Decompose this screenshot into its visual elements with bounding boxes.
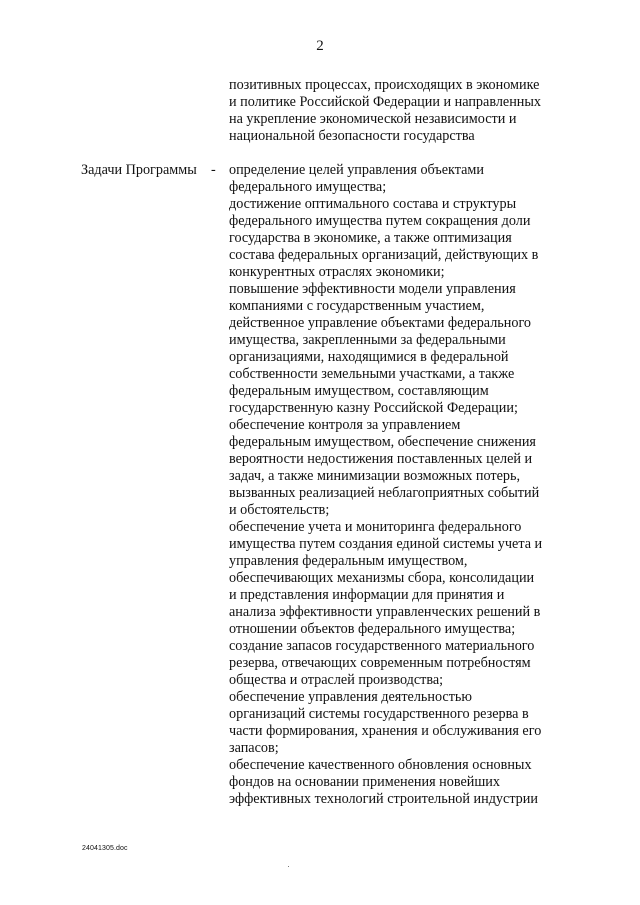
task-line: и обстоятельств; — [229, 502, 330, 518]
task-line: федеральным имуществом, обеспечение снижения — [229, 434, 536, 450]
task-line: обеспечение управления деятельностью — [229, 689, 472, 705]
task-line: государственную казну Российской Федерации; — [229, 400, 518, 416]
task-line: федеральным имуществом, составляющим — [229, 383, 489, 399]
task-line: вероятности недостижения поставленных целей и — [229, 451, 533, 467]
task-line: имущества путем создания единой системы учета и — [229, 536, 543, 552]
task-line: задач, а также минимизации возможных потерь, — [229, 468, 520, 484]
task-line: создание запасов государственного материального — [229, 638, 535, 654]
tasks-paragraph — [229, 162, 559, 808]
task-line: действенное управление объектами федерального — [229, 315, 532, 331]
task-line: состава федеральных организаций, действующих в — [229, 247, 539, 263]
task-line: обеспечение качественного обновления основных — [229, 757, 532, 773]
task-line: повышение эффективности модели управления — [229, 281, 516, 297]
task-line: общества и отраслей производства; — [229, 672, 444, 688]
task-line: федерального имущества; — [229, 179, 387, 195]
task-line: имущества, закрепленными за федеральными — [229, 332, 506, 348]
task-line: запасов; — [229, 740, 279, 756]
intro-line: на укрепление экономической независимости и — [229, 111, 517, 127]
task-line: компаниями с государственным участием, — [229, 298, 485, 314]
task-line: собственности земельными участками, а также — [229, 366, 515, 382]
intro-paragraph — [229, 77, 559, 145]
task-line: обеспечивающих механизмы сбора, консолидации — [229, 570, 535, 586]
footer-filename: 24041305.doc — [82, 845, 128, 852]
section-label: Задачи Программы — [81, 162, 197, 178]
task-line: и представления информации для принятия и — [229, 587, 505, 603]
page-number: 2 — [316, 38, 324, 54]
task-line: обеспечение контроля за управлением — [229, 417, 461, 433]
task-line: анализа эффективности управленческих решений в — [229, 604, 541, 620]
task-line: достижение оптимального состава и структуры — [229, 196, 517, 212]
task-line: эффективных технологий строительной индустрии — [229, 791, 538, 807]
scan-speck — [288, 866, 289, 867]
task-line: части формирования, хранения и обслуживания его — [229, 723, 542, 739]
intro-line: позитивных процессах, происходящих в экономике — [229, 77, 540, 93]
intro-line: и политике Российской Федерации и направленных — [229, 94, 542, 110]
task-line: обеспечение учета и мониторинга федерального — [229, 519, 522, 535]
task-line: отношении объектов федерального имущества; — [229, 621, 516, 637]
section-dash: - — [211, 162, 216, 178]
task-line: определение целей управления объектами — [229, 162, 484, 178]
task-line: резерва, отвечающих современным потребностям — [229, 655, 531, 671]
task-line: организаций системы государственного резерва в — [229, 706, 529, 722]
intro-line: национальной безопасности государства — [229, 128, 475, 144]
task-line: вызванных реализацией неблагоприятных событий — [229, 485, 540, 501]
task-line: конкурентных отраслях экономики; — [229, 264, 445, 280]
task-line: управления федеральным имуществом, — [229, 553, 468, 569]
task-line: государства в экономике, а также оптимизация — [229, 230, 512, 246]
task-line: федерального имущества путем сокращения доли — [229, 213, 531, 229]
task-line: организациями, находящимися в федеральной — [229, 349, 509, 365]
task-line: фондов на основании применения новейших — [229, 774, 500, 790]
